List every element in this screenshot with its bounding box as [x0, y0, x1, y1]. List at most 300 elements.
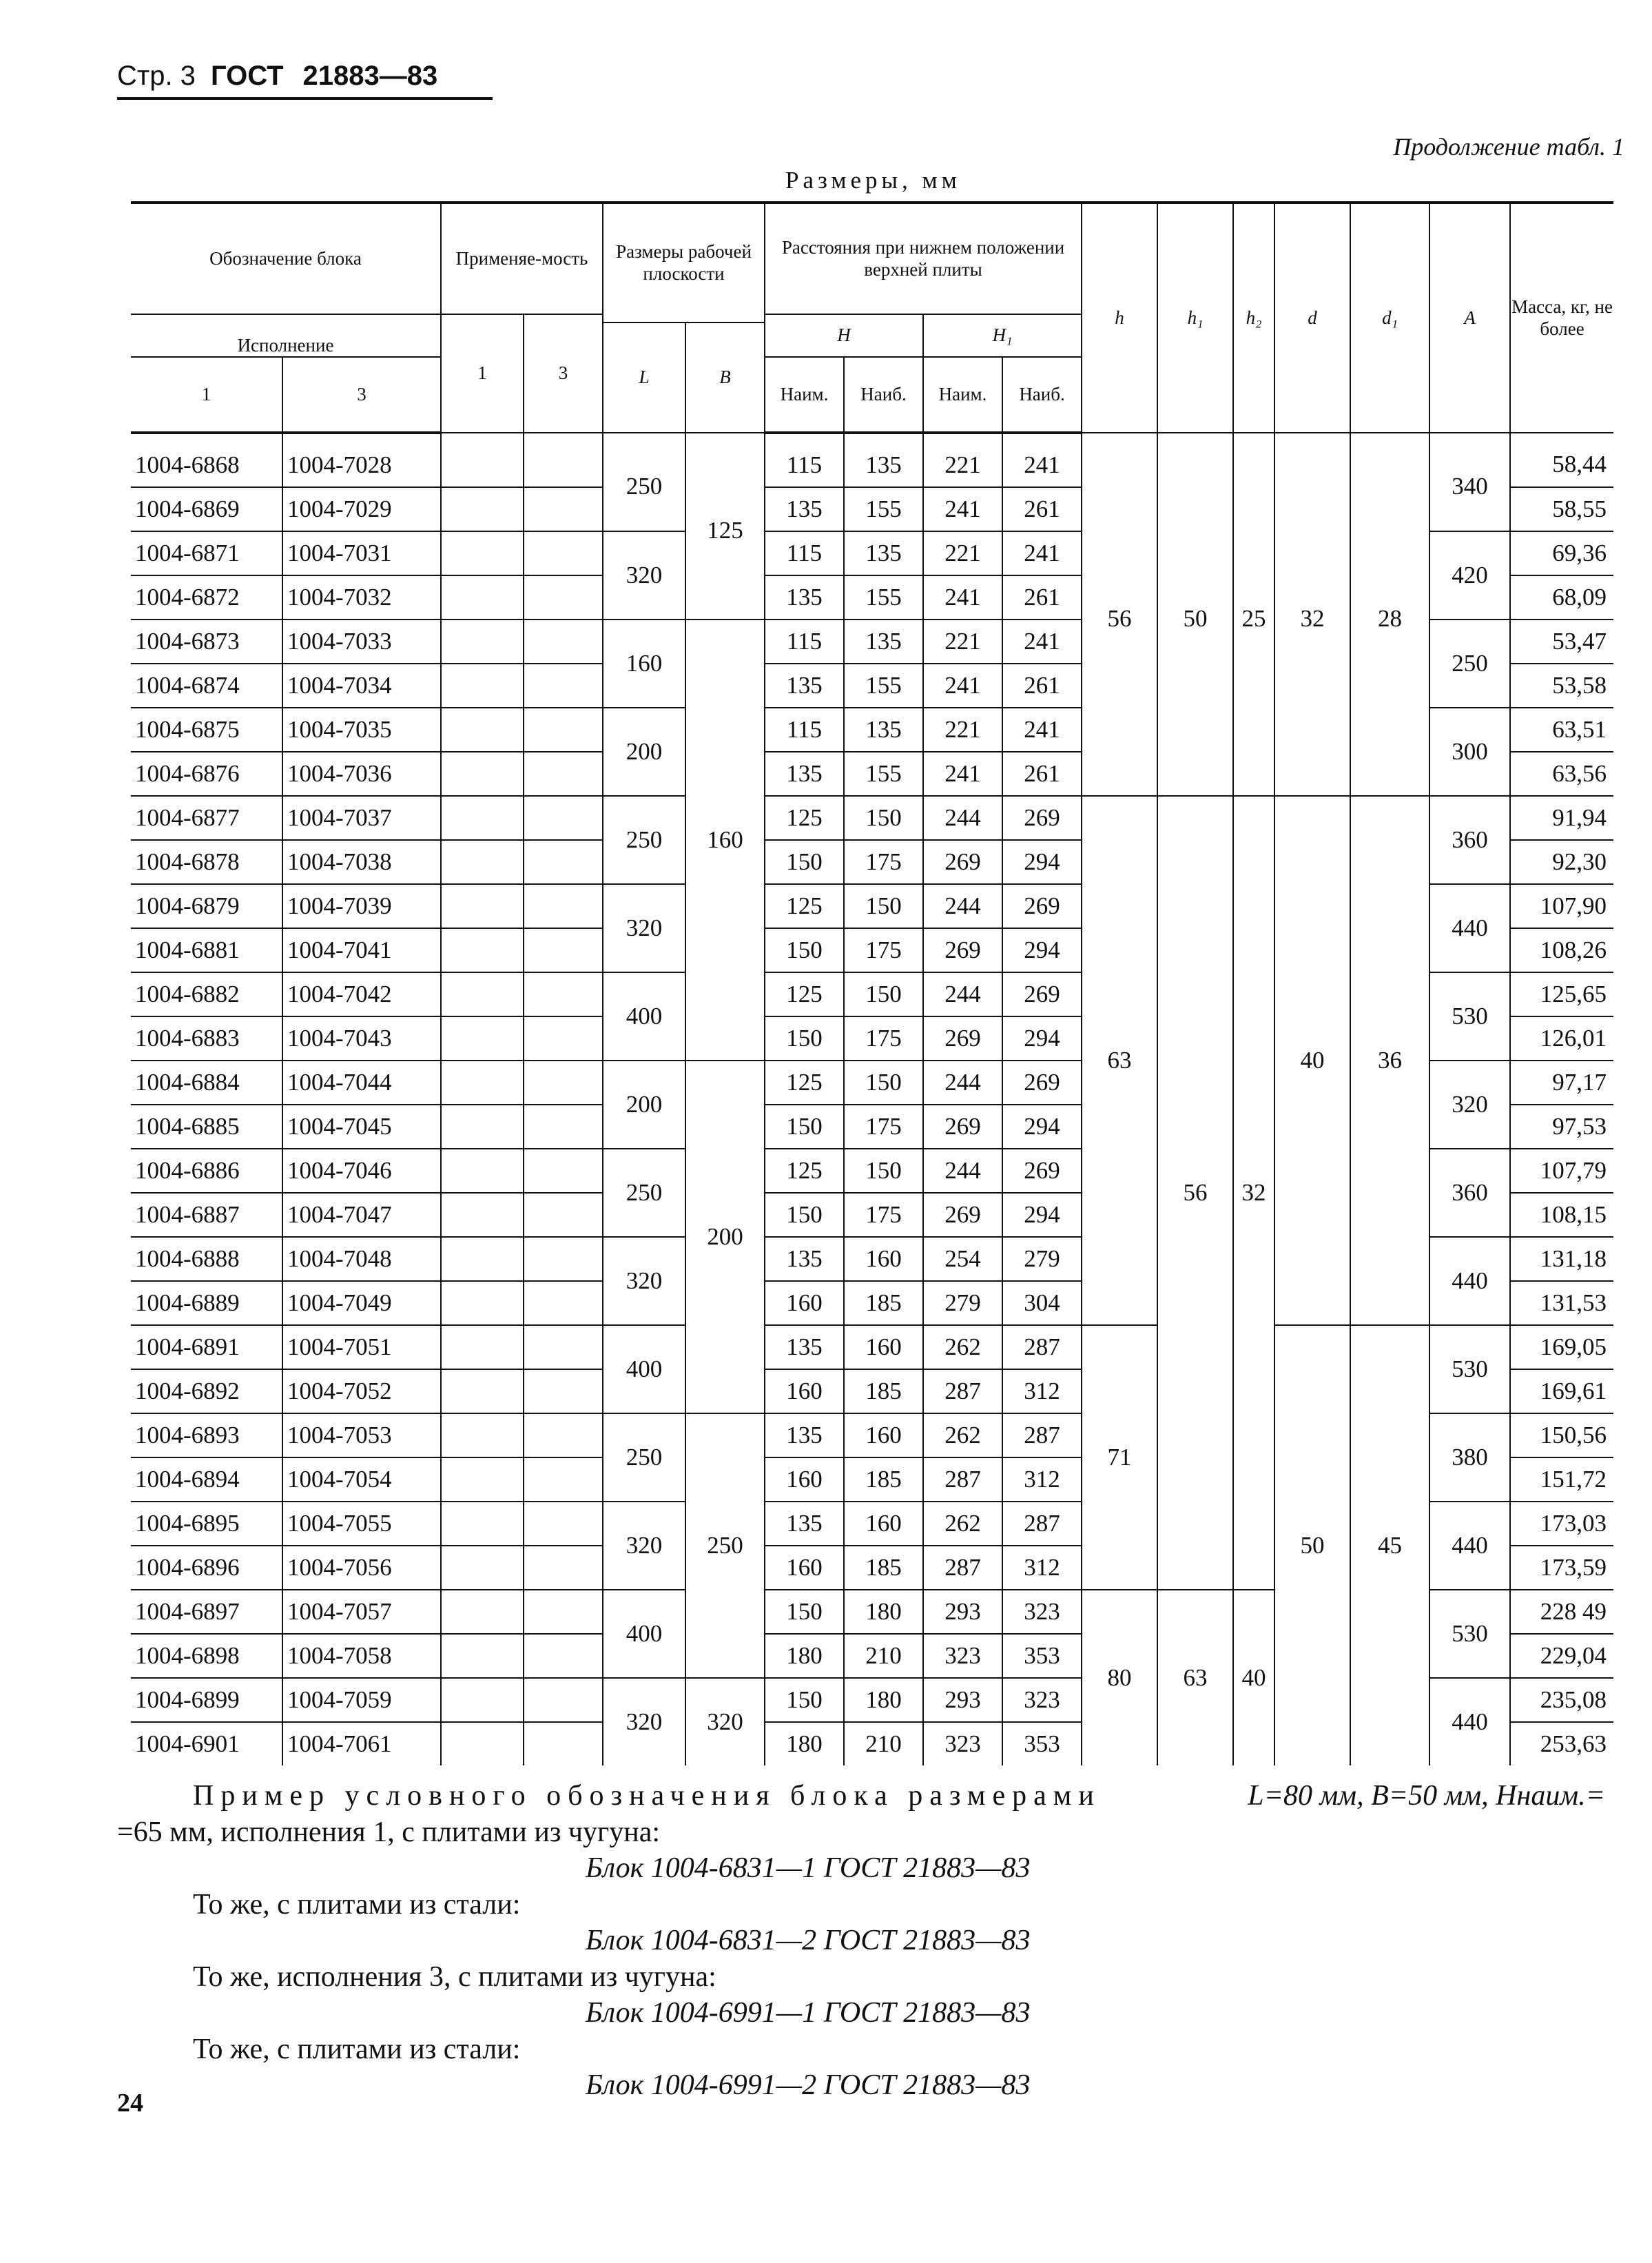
designation-ex3: 1004-7052 [282, 1369, 441, 1413]
cell-H1-max: 294 [1002, 928, 1082, 972]
cell-H-max: 175 [844, 1193, 923, 1237]
cell-mass: 63,51 [1510, 708, 1613, 752]
cell-H-max: 135 [844, 619, 923, 664]
designation-ex1: 1004-6886 [131, 1149, 282, 1193]
cell-h: 71 [1082, 1325, 1157, 1590]
cell-B: 125 [685, 433, 765, 619]
header-applicability: Применяе-мость [441, 203, 603, 314]
dimensions-caption: Размеры, мм [785, 167, 961, 194]
cell-H1-max: 294 [1002, 1105, 1082, 1149]
cell-H1-min: 241 [923, 575, 1002, 619]
cell-H-min: 115 [765, 531, 844, 575]
applicability-1 [441, 1149, 524, 1193]
header-h1: h₁ [1157, 203, 1233, 433]
designation-ex1: 1004-6891 [131, 1325, 282, 1369]
cell-H-max: 160 [844, 1237, 923, 1281]
designation-ex1: 1004-6878 [131, 840, 282, 884]
designation-ex3: 1004-7042 [282, 972, 441, 1016]
cell-mass: 58,55 [1510, 487, 1613, 531]
designation-ex3: 1004-7048 [282, 1237, 441, 1281]
applicability-3 [524, 487, 603, 531]
designation-ex3: 1004-7061 [282, 1722, 441, 1765]
applicability-3 [524, 1149, 603, 1193]
cell-H-max: 175 [844, 1016, 923, 1061]
cell-H-max: 150 [844, 796, 923, 840]
cell-L: 250 [603, 1149, 685, 1237]
table-row [131, 796, 1613, 840]
cell-A: 360 [1429, 1149, 1510, 1237]
applicability-3 [524, 1413, 603, 1457]
cell-H-min: 125 [765, 1061, 844, 1105]
designation-ex1: 1004-6875 [131, 708, 282, 752]
designation-ex1: 1004-6877 [131, 796, 282, 840]
cell-H-max: 160 [844, 1413, 923, 1457]
cell-H1-max: 312 [1002, 1457, 1082, 1502]
cell-mass: 53,47 [1510, 619, 1613, 664]
applicability-3 [524, 1502, 603, 1546]
cell-H-min: 150 [765, 928, 844, 972]
applicability-1 [441, 1325, 524, 1369]
cell-H1-min: 262 [923, 1502, 1002, 1546]
cell-H1-min: 221 [923, 619, 1002, 664]
designation-ex3: 1004-7039 [282, 884, 441, 928]
cell-d: 50 [1274, 1325, 1350, 1765]
applicability-1 [441, 1413, 524, 1457]
cell-H-min: 125 [765, 972, 844, 1016]
cell-h1: 50 [1157, 433, 1233, 796]
designation-ex3: 1004-7045 [282, 1105, 441, 1149]
cell-H-max: 185 [844, 1281, 923, 1325]
cell-H1-max: 261 [1002, 487, 1082, 531]
cell-H1-min: 244 [923, 884, 1002, 928]
cell-A: 530 [1429, 1590, 1510, 1678]
cell-H-max: 150 [844, 1061, 923, 1105]
cell-H-min: 180 [765, 1722, 844, 1765]
applicability-1 [441, 1590, 524, 1634]
designation-ex3: 1004-7038 [282, 840, 441, 884]
cell-H1-max: 261 [1002, 752, 1082, 796]
cell-A: 250 [1429, 619, 1510, 708]
applicability-3 [524, 531, 603, 575]
applicability-1 [441, 1678, 524, 1722]
applicability-1 [441, 1016, 524, 1061]
header-B: B [685, 322, 765, 433]
cell-H1-min: 241 [923, 487, 1002, 531]
applicability-1 [441, 928, 524, 972]
cell-H-max: 210 [844, 1722, 923, 1765]
cell-H1-max: 323 [1002, 1590, 1082, 1634]
designation-ex3: 1004-7057 [282, 1590, 441, 1634]
designation-ex3: 1004-7043 [282, 1016, 441, 1061]
cell-B: 160 [685, 619, 765, 1061]
header-H-min: Наим. [765, 357, 844, 433]
example-line2: =65 мм, исполнения 1, с плитами из чугуна: [117, 1816, 661, 1848]
cell-H-max: 135 [844, 708, 923, 752]
applicability-3 [524, 928, 603, 972]
cell-H-min: 135 [765, 575, 844, 619]
cell-H-min: 150 [765, 1678, 844, 1722]
header-H-max: Наиб. [844, 357, 923, 433]
cell-H1-min: 269 [923, 840, 1002, 884]
applicability-3 [524, 1237, 603, 1281]
applicability-1 [441, 1281, 524, 1325]
cell-L: 400 [603, 1590, 685, 1678]
applicability-3 [524, 1193, 603, 1237]
cell-H1-max: 269 [1002, 796, 1082, 840]
header-work-plane: Размеры рабочей плоскости [603, 203, 765, 322]
cell-H-max: 210 [844, 1634, 923, 1678]
cell-d1: 36 [1350, 796, 1429, 1325]
cell-mass: 58,44 [1510, 433, 1613, 487]
cell-H-min: 135 [765, 487, 844, 531]
cell-H-min: 160 [765, 1546, 844, 1590]
applicability-1 [441, 1457, 524, 1502]
designation-example [117, 1778, 1605, 2104]
page-header [117, 61, 493, 100]
applicability-1 [441, 972, 524, 1016]
designation-ex1: 1004-6892 [131, 1369, 282, 1413]
designation-ex3: 1004-7051 [282, 1325, 441, 1369]
cell-mass: 173,03 [1510, 1502, 1613, 1546]
designation-ex1: 1004-6897 [131, 1590, 282, 1634]
cell-H-max: 160 [844, 1502, 923, 1546]
applicability-1 [441, 1722, 524, 1765]
gost-number: 21883—83 [302, 61, 438, 91]
applicability-1 [441, 796, 524, 840]
cell-A: 440 [1429, 1502, 1510, 1590]
header-H1: H₁ [923, 314, 1082, 357]
cell-A: 440 [1429, 1678, 1510, 1765]
cell-H1-min: 323 [923, 1634, 1002, 1678]
cell-H1-max: 287 [1002, 1502, 1082, 1546]
cell-mass: 131,18 [1510, 1237, 1613, 1281]
cell-H-max: 180 [844, 1678, 923, 1722]
applicability-3 [524, 1678, 603, 1722]
cell-H-max: 160 [844, 1325, 923, 1369]
cell-H1-max: 353 [1002, 1634, 1082, 1678]
designation-ex1: 1004-6883 [131, 1016, 282, 1061]
cell-H-min: 115 [765, 619, 844, 664]
cell-H1-min: 287 [923, 1457, 1002, 1502]
header-execution: Исполнение [131, 314, 441, 357]
cell-H1-max: 269 [1002, 972, 1082, 1016]
cell-H1-min: 244 [923, 796, 1002, 840]
cell-L: 400 [603, 972, 685, 1061]
cell-H1-max: 269 [1002, 884, 1082, 928]
cell-d1: 28 [1350, 433, 1429, 796]
cell-L: 250 [603, 796, 685, 884]
cell-mass: 63,56 [1510, 752, 1613, 796]
header-d1: d₁ [1350, 203, 1429, 433]
cell-mass: 169,05 [1510, 1325, 1613, 1369]
designation-ex3: 1004-7044 [282, 1061, 441, 1105]
cell-mass: 97,53 [1510, 1105, 1613, 1149]
cell-H-max: 135 [844, 433, 923, 487]
table-row [131, 433, 1613, 487]
applicability-3 [524, 1722, 603, 1765]
cell-mass: 229,04 [1510, 1634, 1613, 1678]
example-text-2: То же, с плитами из стали: [193, 1888, 521, 1921]
cell-H-max: 155 [844, 487, 923, 531]
applicability-3 [524, 972, 603, 1016]
cell-H1-max: 304 [1002, 1281, 1082, 1325]
cell-A: 300 [1429, 708, 1510, 796]
designation-ex1: 1004-6876 [131, 752, 282, 796]
designation-ex1: 1004-6896 [131, 1546, 282, 1590]
designation-ex3: 1004-7035 [282, 708, 441, 752]
cell-H-max: 155 [844, 664, 923, 708]
cell-L: 320 [603, 1678, 685, 1765]
designation-ex1: 1004-6888 [131, 1237, 282, 1281]
page-number: 24 [117, 2089, 143, 2118]
cell-H-min: 115 [765, 708, 844, 752]
cell-L: 250 [603, 433, 685, 531]
cell-B: 250 [685, 1413, 765, 1678]
cell-mass: 108,26 [1510, 928, 1613, 972]
designation-ex1: 1004-6872 [131, 575, 282, 619]
cell-L: 320 [603, 1237, 685, 1325]
header-distances: Расстояния при нижнем положении верхней плиты [765, 203, 1082, 314]
applicability-1 [441, 884, 524, 928]
applicability-3 [524, 1281, 603, 1325]
applicability-1 [441, 1369, 524, 1413]
cell-H1-min: 269 [923, 1193, 1002, 1237]
cell-H-min: 160 [765, 1281, 844, 1325]
example-intro: Пример условного обозначения блока размерами [193, 1780, 1101, 1812]
cell-H-min: 150 [765, 840, 844, 884]
cell-h2: 25 [1233, 433, 1274, 796]
cell-mass: 97,17 [1510, 1061, 1613, 1105]
cell-H1-max: 287 [1002, 1413, 1082, 1457]
cell-H1-min: 293 [923, 1590, 1002, 1634]
cell-h: 56 [1082, 433, 1157, 796]
cell-H-max: 185 [844, 1457, 923, 1502]
header-ap3: 3 [524, 314, 603, 433]
designation-ex1: 1004-6893 [131, 1413, 282, 1457]
cell-H-min: 150 [765, 1193, 844, 1237]
header-ex3: 3 [282, 357, 441, 433]
cell-H-max: 135 [844, 531, 923, 575]
table-continuation: Продолжение табл. 1 [1393, 133, 1624, 161]
applicability-3 [524, 1325, 603, 1369]
designation-ex1: 1004-6894 [131, 1457, 282, 1502]
cell-H1-max: 294 [1002, 1193, 1082, 1237]
designation-ex1: 1004-6898 [131, 1634, 282, 1678]
applicability-1 [441, 1546, 524, 1590]
cell-A: 340 [1429, 433, 1510, 531]
applicability-1 [441, 575, 524, 619]
header-mass: Масса, кг, не более [1510, 203, 1613, 433]
cell-mass: 235,08 [1510, 1678, 1613, 1722]
cell-A: 440 [1429, 1237, 1510, 1325]
cell-H1-min: 241 [923, 664, 1002, 708]
designation-ex1: 1004-6885 [131, 1105, 282, 1149]
cell-H-min: 160 [765, 1457, 844, 1502]
designation-ex1: 1004-6869 [131, 487, 282, 531]
header-H1-min: Наим. [923, 357, 1002, 433]
applicability-3 [524, 796, 603, 840]
cell-H-min: 125 [765, 884, 844, 928]
cell-mass: 92,30 [1510, 840, 1613, 884]
designation-ex1: 1004-6884 [131, 1061, 282, 1105]
applicability-3 [524, 840, 603, 884]
applicability-3 [524, 1590, 603, 1634]
cell-H1-max: 241 [1002, 531, 1082, 575]
cell-h: 80 [1082, 1590, 1157, 1765]
applicability-1 [441, 433, 524, 487]
cell-H-min: 135 [765, 1413, 844, 1457]
applicability-3 [524, 433, 603, 487]
designation-ex1: 1004-6879 [131, 884, 282, 928]
designation-ex1: 1004-6871 [131, 531, 282, 575]
designation-ex1: 1004-6889 [131, 1281, 282, 1325]
example-designation-1: Блок 1004-6831—1 ГОСТ 21883—83 [586, 1852, 1031, 1884]
cell-L: 250 [603, 1413, 685, 1502]
cell-A: 360 [1429, 796, 1510, 884]
cell-H1-min: 254 [923, 1237, 1002, 1281]
example-designation-2: Блок 1004-6831—2 ГОСТ 21883—83 [586, 1925, 1031, 1956]
designation-ex1: 1004-6887 [131, 1193, 282, 1237]
designation-ex3: 1004-7059 [282, 1678, 441, 1722]
cell-A: 530 [1429, 1325, 1510, 1413]
cell-H1-max: 323 [1002, 1678, 1082, 1722]
table-row [131, 1325, 1613, 1369]
cell-A: 420 [1429, 531, 1510, 619]
cell-mass: 53,58 [1510, 664, 1613, 708]
applicability-3 [524, 1634, 603, 1678]
designation-ex1: 1004-6881 [131, 928, 282, 972]
applicability-3 [524, 708, 603, 752]
header-L: L [603, 322, 685, 433]
cell-B: 200 [685, 1061, 765, 1413]
cell-d: 32 [1274, 433, 1350, 796]
applicability-3 [524, 1105, 603, 1149]
cell-H-max: 150 [844, 884, 923, 928]
cell-H1-min: 262 [923, 1325, 1002, 1369]
example-intro-dims: L=80 мм, B=50 мм, Hнаим.= [1248, 1780, 1605, 1812]
cell-H-min: 160 [765, 1369, 844, 1413]
cell-H1-max: 279 [1002, 1237, 1082, 1281]
cell-H1-min: 287 [923, 1546, 1002, 1590]
cell-mass: 169,61 [1510, 1369, 1613, 1413]
cell-mass: 126,01 [1510, 1016, 1613, 1061]
cell-h2: 40 [1233, 1590, 1274, 1765]
cell-H1-max: 312 [1002, 1369, 1082, 1413]
cell-H-max: 150 [844, 972, 923, 1016]
cell-mass: 91,94 [1510, 796, 1613, 840]
cell-H1-min: 323 [923, 1722, 1002, 1765]
cell-mass: 107,90 [1510, 884, 1613, 928]
designation-ex3: 1004-7046 [282, 1149, 441, 1193]
cell-H-max: 175 [844, 840, 923, 884]
cell-d1: 45 [1350, 1325, 1429, 1765]
designation-ex3: 1004-7033 [282, 619, 441, 664]
designation-ex1: 1004-6882 [131, 972, 282, 1016]
header-A: A [1429, 203, 1510, 433]
designation-ex3: 1004-7031 [282, 531, 441, 575]
cell-H1-min: 244 [923, 1149, 1002, 1193]
designation-ex3: 1004-7053 [282, 1413, 441, 1457]
applicability-3 [524, 575, 603, 619]
cell-H-min: 135 [765, 1237, 844, 1281]
applicability-3 [524, 1061, 603, 1105]
cell-H1-min: 287 [923, 1369, 1002, 1413]
header-h: h [1082, 203, 1157, 433]
cell-mass: 68,09 [1510, 575, 1613, 619]
cell-H1-max: 261 [1002, 575, 1082, 619]
cell-A: 440 [1429, 884, 1510, 972]
cell-A: 320 [1429, 1061, 1510, 1149]
designation-ex3: 1004-7041 [282, 928, 441, 972]
applicability-3 [524, 1016, 603, 1061]
applicability-3 [524, 664, 603, 708]
cell-A: 530 [1429, 972, 1510, 1061]
cell-H1-max: 241 [1002, 433, 1082, 487]
cell-H-max: 185 [844, 1546, 923, 1590]
designation-ex3: 1004-7056 [282, 1546, 441, 1590]
applicability-3 [524, 1369, 603, 1413]
cell-H1-max: 353 [1002, 1722, 1082, 1765]
designation-ex3: 1004-7036 [282, 752, 441, 796]
blocks-table [131, 201, 1613, 1765]
table-container [131, 201, 1613, 1765]
cell-H-min: 150 [765, 1105, 844, 1149]
designation-ex1: 1004-6899 [131, 1678, 282, 1722]
cell-H-min: 180 [765, 1634, 844, 1678]
designation-ex3: 1004-7034 [282, 664, 441, 708]
designation-ex3: 1004-7032 [282, 575, 441, 619]
cell-H1-min: 269 [923, 1105, 1002, 1149]
applicability-1 [441, 1502, 524, 1546]
cell-H1-min: 262 [923, 1413, 1002, 1457]
applicability-1 [441, 840, 524, 884]
cell-H1-max: 312 [1002, 1546, 1082, 1590]
example-designation-4: Блок 1004-6991—2 ГОСТ 21883—83 [586, 2069, 1031, 2101]
gost-label: ГОСТ [210, 61, 284, 91]
applicability-3 [524, 619, 603, 664]
designation-ex3: 1004-7028 [282, 433, 441, 487]
applicability-1 [441, 1237, 524, 1281]
cell-H1-max: 287 [1002, 1325, 1082, 1369]
cell-H-max: 185 [844, 1369, 923, 1413]
applicability-1 [441, 1634, 524, 1678]
applicability-1 [441, 664, 524, 708]
cell-H-max: 155 [844, 575, 923, 619]
header-d: d [1274, 203, 1350, 433]
header-H: H [765, 314, 923, 357]
cell-L: 200 [603, 708, 685, 796]
cell-H1-min: 244 [923, 1061, 1002, 1105]
designation-ex3: 1004-7029 [282, 487, 441, 531]
cell-H-max: 180 [844, 1590, 923, 1634]
cell-mass: 173,59 [1510, 1546, 1613, 1590]
cell-mass: 151,72 [1510, 1457, 1613, 1502]
example-text-4: То же, с плитами из стали: [193, 2033, 521, 2065]
cell-H1-min: 221 [923, 531, 1002, 575]
cell-A: 380 [1429, 1413, 1510, 1502]
cell-H1-min: 269 [923, 928, 1002, 972]
applicability-1 [441, 752, 524, 796]
cell-mass: 108,15 [1510, 1193, 1613, 1237]
cell-H1-max: 261 [1002, 664, 1082, 708]
cell-L: 160 [603, 619, 685, 708]
cell-H1-min: 221 [923, 433, 1002, 487]
applicability-1 [441, 1193, 524, 1237]
header-designation: Обозначение блока [131, 203, 441, 314]
cell-H1-min: 279 [923, 1281, 1002, 1325]
cell-L: 320 [603, 884, 685, 972]
designation-ex1: 1004-6868 [131, 433, 282, 487]
